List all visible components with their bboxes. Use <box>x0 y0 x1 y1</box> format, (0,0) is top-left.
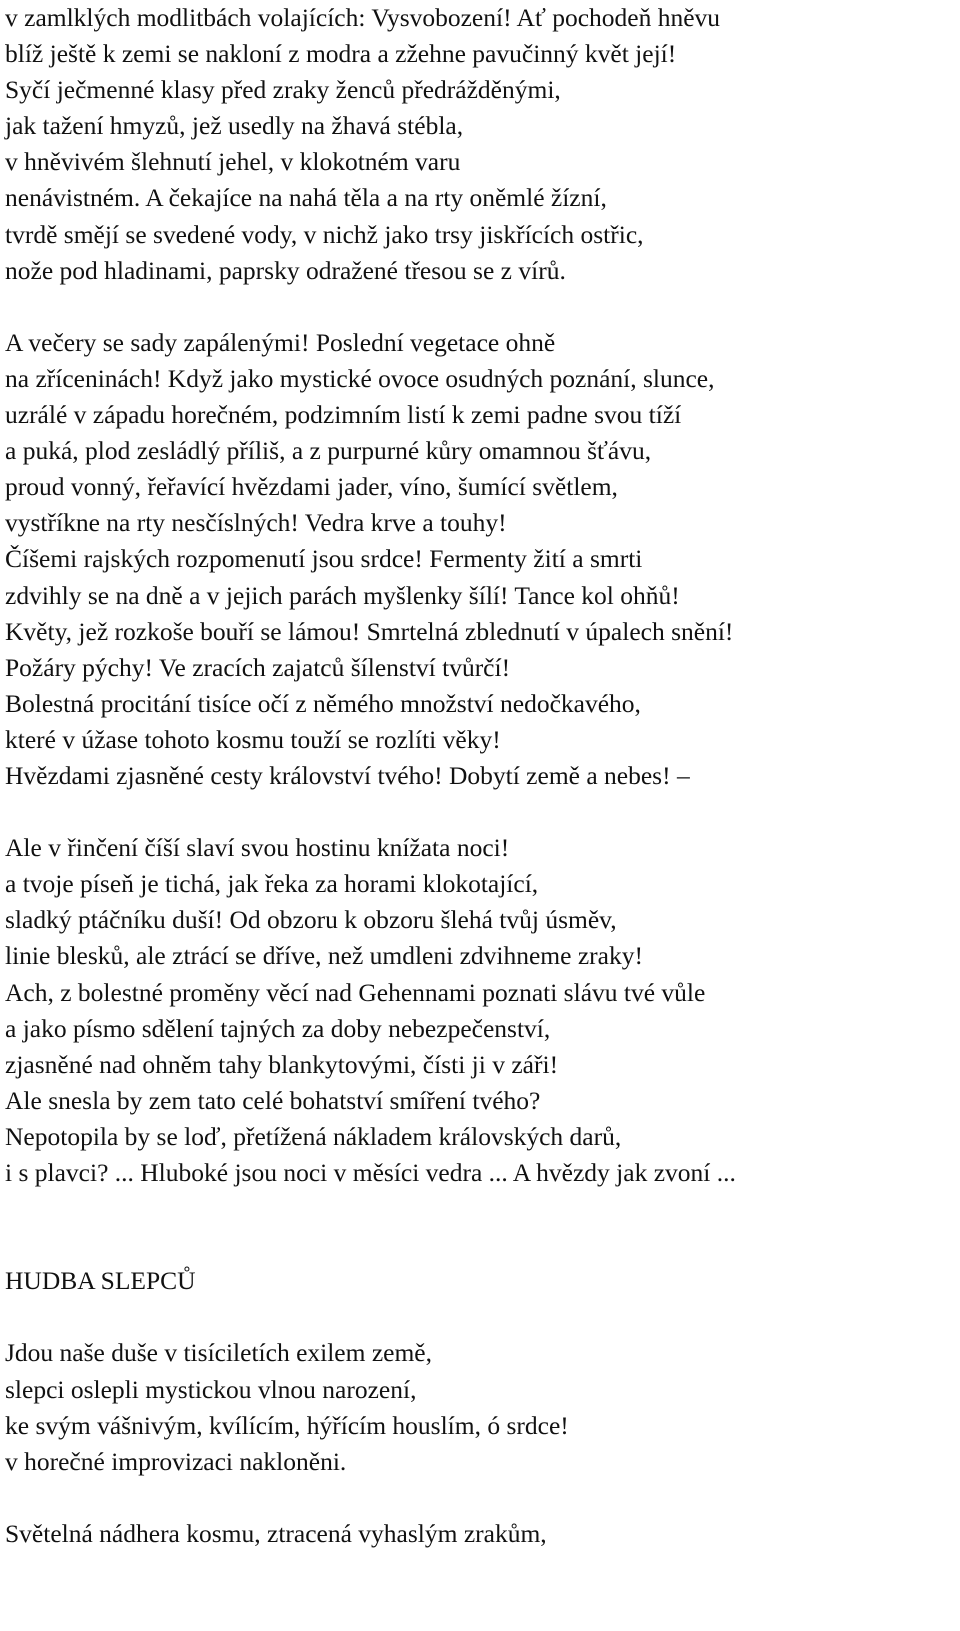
text-line: Ach, z bolestné proměny věcí nad Gehennami poznati slávu tvé vůle <box>5 977 706 1007</box>
text-line: zjasněné nad ohněm tahy blankytovými, čísti ji v záři! <box>5 1049 559 1079</box>
text-line: nenávistném. A čekajíce na nahá těla a na rty oněmlé žízní, <box>5 183 607 213</box>
text-line: sladký ptáčníku duší! Od obzoru k obzoru šlehá tvůj úsměv, <box>5 905 617 935</box>
text-line: jak tažení hmyzů, jež usedly na žhavá stébla, <box>5 111 464 141</box>
paragraph-break <box>5 1191 960 1227</box>
text-line: uzrálé v západu horečném, podzimním listí k zemi padne svou tíží <box>5 400 682 430</box>
text-line: a puká, plod zesládlý příliš, a z purpurné kůry omamnou šťávu, <box>5 436 652 466</box>
text-line: Ale v řinčení číší slaví svou hostinu knížata noci! <box>5 833 510 863</box>
section-heading: HUDBA SLEPCŮ <box>5 1266 196 1296</box>
text-line: Syčí ječmenné klasy před zraky ženců předrážděnými, <box>5 75 561 105</box>
text-line: Světelná nádhera kosmu, ztracená vyhaslým zrakům, <box>5 1518 547 1548</box>
text-line: Bolestná procitání tisíce očí z němého množství nedočkavého, <box>5 688 641 718</box>
text-line: v zamlklých modlitbách volajících: Vysvobození! Ať pochodeň hněvu <box>5 3 721 32</box>
text-line: tvrdě smějí se svedené vody, v nichž jako trsy jiskřících ostřic, <box>5 219 644 249</box>
text-line: vystříkne na rty nesčíslných! Vedra krve a touhy! <box>5 508 507 538</box>
text-line: Jdou naše duše v tisíciletích exilem země, <box>5 1338 433 1368</box>
text-line: zdvihly se na dně a v jejich parách myšlenky šílí! Tance kol ohňů! <box>5 580 680 610</box>
text-line: ke svým vášnivým, kvílícím, hýřícím houslím, ó srdce! <box>5 1410 569 1440</box>
text-line: A večery se sady zapálenými! Poslední vegetace ohně <box>5 327 556 357</box>
paragraph-break <box>5 289 960 325</box>
text-line: a jako písmo sdělení tajných za doby nebezpečenství, <box>5 1013 551 1043</box>
text-line: blíž ještě k zemi se nakloní z modra a zžehne pavučinný květ její! <box>5 39 677 69</box>
text-line: na zříceninách! Když jako mystické ovoce osudných poznání, slunce, <box>5 363 715 393</box>
text-line: nože pod hladinami, paprsky odražené třesou se z vírů. <box>5 255 566 285</box>
text-line: proud vonný, řeřavící hvězdami jader, víno, šumící světlem, <box>5 472 618 502</box>
paragraph-break <box>5 1227 960 1263</box>
paragraph-break <box>5 1480 960 1516</box>
text-line: které v úžase tohoto kosmu touží se rozlíti věky! <box>5 724 501 754</box>
text-line: Nepotopila by se loď, přetížená nákladem královských darů, <box>5 1121 622 1151</box>
text-line: a tvoje píseň je tichá, jak řeka za horami klokotající, <box>5 869 539 899</box>
document-page <box>5 0 960 1552</box>
text-line: Číšemi rajských rozpomenutí jsou srdce! Fermenty žití a smrti <box>5 544 643 574</box>
text-line: Ale snesla by zem tato celé bohatství smíření tvého? <box>5 1085 541 1115</box>
text-line: i s plavci? ... Hluboké jsou noci v měsíci vedra ... A hvězdy jak zvoní ... <box>5 1158 736 1187</box>
text-line: linie blesků, ale ztrácí se dříve, než umdleni zdvihneme zraky! <box>5 941 643 971</box>
text-line: v hněvivém šlehnutí jehel, v klokotném varu <box>5 147 461 177</box>
text-line: Hvězdami zjasněné cesty království tvého! Dobytí země a nebes! – <box>5 760 690 790</box>
text-line: slepci oslepli mystickou vlnou narození, <box>5 1374 417 1404</box>
paragraph-break <box>5 1299 960 1335</box>
text-line: v horečné improvizaci nakloněni. <box>5 1446 347 1476</box>
paragraph-break <box>5 794 960 830</box>
text-line: Květy, jež rozkoše bouří se lámou! Smrtelná zblednutí v úpalech snění! <box>5 616 734 646</box>
text-line: Požáry pýchy! Ve zracích zajatců šílenství tvůrčí! <box>5 652 511 682</box>
